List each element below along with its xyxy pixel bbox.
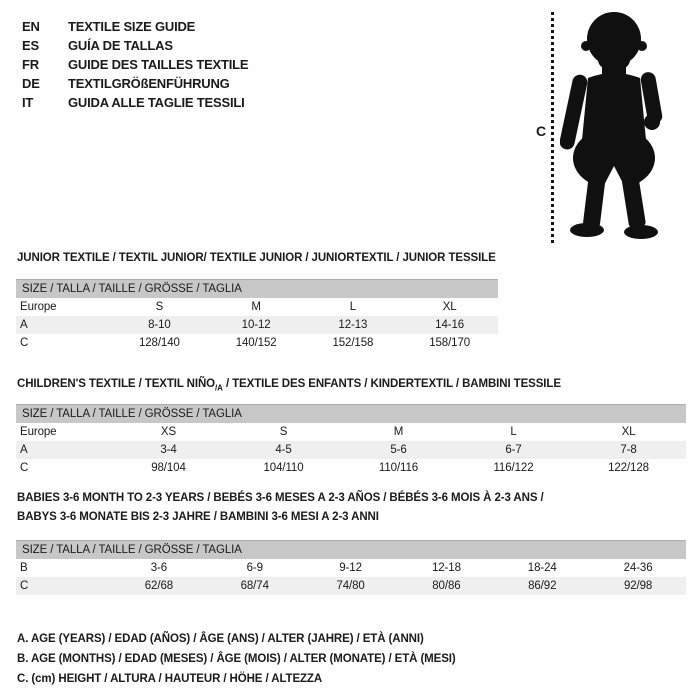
table-cell: 12-18	[431, 562, 461, 574]
table-row-europe	[16, 298, 498, 316]
footnote-age-years: A. AGE (YEARS) / EDAD (AÑOS) / ÂGE (ANS) / ALTER (JAHRE) / ETÀ (ANNI)	[17, 633, 424, 645]
row-label: B	[20, 562, 28, 574]
table-row-age	[16, 441, 686, 459]
babies-title-line1: BABIES 3-6 MONTH TO 2-3 YEARS / BEBÉS 3-6 MESES A 2-3 AÑOS / BÉBÉS 3-6 MOIS À 2-3 ANS /	[17, 492, 544, 504]
table-cell: 152/158	[332, 337, 374, 349]
table-cell: 12-13	[338, 319, 368, 331]
language-code: ES	[22, 38, 39, 53]
table-cell: S	[155, 301, 164, 313]
table-cell: 24-36	[623, 562, 653, 574]
language-code: EN	[22, 19, 40, 34]
table-cell: 80/86	[432, 580, 461, 592]
language-row	[22, 36, 248, 55]
table-cell: 4-5	[275, 444, 292, 456]
table-cell: 74/80	[336, 580, 365, 592]
height-measure-line	[551, 12, 554, 243]
language-list	[22, 17, 248, 112]
language-code: IT	[22, 95, 34, 110]
table-cell: 110/116	[378, 462, 419, 474]
table-cell: 140/152	[235, 337, 277, 349]
table-cell: XS	[160, 426, 177, 438]
table-cell: 9-12	[339, 562, 362, 574]
table-cell: 92/98	[623, 580, 653, 592]
row-label: C	[20, 462, 29, 474]
row-label: Europe	[20, 301, 57, 313]
junior-size-table	[16, 279, 498, 352]
babies-size-table	[16, 540, 686, 595]
table-cell: 104/110	[263, 462, 304, 474]
language-label: GUÍA DE TALLAS	[68, 38, 173, 53]
table-cell: 68/74	[240, 580, 269, 592]
table-row-height	[16, 459, 686, 477]
table-cell: 98/104	[151, 462, 186, 474]
language-code: DE	[22, 76, 40, 91]
baby-silhouette-icon	[560, 8, 668, 240]
footnote-height-cm: C. (cm) HEIGHT / ALTURA / HAUTEUR / HÖHE / ALTEZZA	[17, 673, 323, 685]
language-row	[22, 17, 248, 36]
size-header-bar: SIZE / TALLA / TAILLE / GRÖSSE / TAGLIA	[16, 279, 498, 298]
table-cell: 10-12	[241, 319, 271, 331]
table-row-height	[16, 577, 686, 595]
table-cell: 6-7	[505, 444, 522, 456]
table-cell: L	[510, 426, 517, 438]
children-section-title	[17, 377, 561, 395]
table-row-months	[16, 559, 686, 577]
table-row-height	[16, 334, 498, 352]
table-cell: 62/68	[144, 580, 174, 592]
table-cell: S	[279, 426, 288, 438]
table-cell: 8-10	[148, 319, 171, 331]
table-cell: XL	[621, 426, 636, 438]
table-cell: M	[393, 426, 404, 438]
table-cell: 14-16	[435, 319, 465, 331]
table-cell: M	[251, 301, 261, 313]
row-label: Europe	[20, 426, 57, 438]
table-cell: 122/128	[608, 462, 649, 474]
table-cell: 158/170	[429, 337, 471, 349]
language-label: TEXTILGRÖßENFÜHRUNG	[68, 76, 230, 91]
language-label: TEXTILE SIZE GUIDE	[68, 19, 196, 34]
children-title-part2: / TEXTILE DES ENFANTS / KINDERTEXTIL / BAMBINI TESSILE	[222, 378, 561, 390]
table-cell: 18-24	[527, 562, 557, 574]
table-row-europe	[16, 423, 686, 441]
size-header-bar: SIZE / TALLA / TAILLE / GRÖSSE / TAGLIA	[16, 404, 686, 423]
row-label: C	[20, 580, 29, 592]
footnote-legend	[17, 629, 456, 689]
language-row	[22, 93, 248, 112]
height-measure-label: C	[536, 123, 547, 139]
babies-title-line2: BABYS 3-6 MONATE BIS 2-3 JAHRE / BAMBINI 3-6 MESI A 2-3 ANNI	[17, 511, 379, 523]
table-row-age	[16, 316, 498, 334]
language-code: FR	[22, 57, 39, 72]
table-cell: 3-6	[150, 562, 168, 574]
row-label: A	[20, 319, 28, 331]
table-cell: 3-4	[160, 444, 177, 456]
row-label: A	[20, 444, 28, 456]
language-row	[22, 74, 248, 93]
row-label: C	[20, 337, 29, 349]
table-cell: 6-9	[246, 562, 263, 574]
table-cell: XL	[442, 301, 457, 313]
children-size-table	[16, 404, 686, 477]
language-label: GUIDA ALLE TAGLIE TESSILI	[68, 95, 245, 110]
table-cell: 86/92	[528, 580, 557, 592]
children-title-part1: CHILDREN'S TEXTILE / TEXTIL NIÑO	[17, 378, 216, 390]
table-cell: L	[349, 301, 357, 313]
children-title-subscript: /A	[215, 383, 223, 393]
table-cell: 7-8	[620, 444, 637, 456]
table-cell: 116/122	[493, 462, 534, 474]
language-label: GUIDE DES TAILLES TEXTILE	[68, 57, 249, 72]
junior-section-title: JUNIOR TEXTILE / TEXTIL JUNIOR/ TEXTILE JUNIOR / JUNIORTEXTIL / JUNIOR TESSILE	[17, 252, 496, 264]
language-row	[22, 55, 248, 74]
babies-section-title	[17, 489, 544, 527]
table-cell: 128/140	[138, 337, 180, 349]
footnote-age-months: B. AGE (MONTHS) / EDAD (MESES) / ÂGE (MOIS) / ALTER (MONATE) / ETÀ (MESI)	[17, 653, 456, 665]
table-cell: 5-6	[390, 444, 407, 456]
size-header-bar: SIZE / TALLA / TAILLE / GRÖSSE / TAGLIA	[16, 540, 686, 559]
